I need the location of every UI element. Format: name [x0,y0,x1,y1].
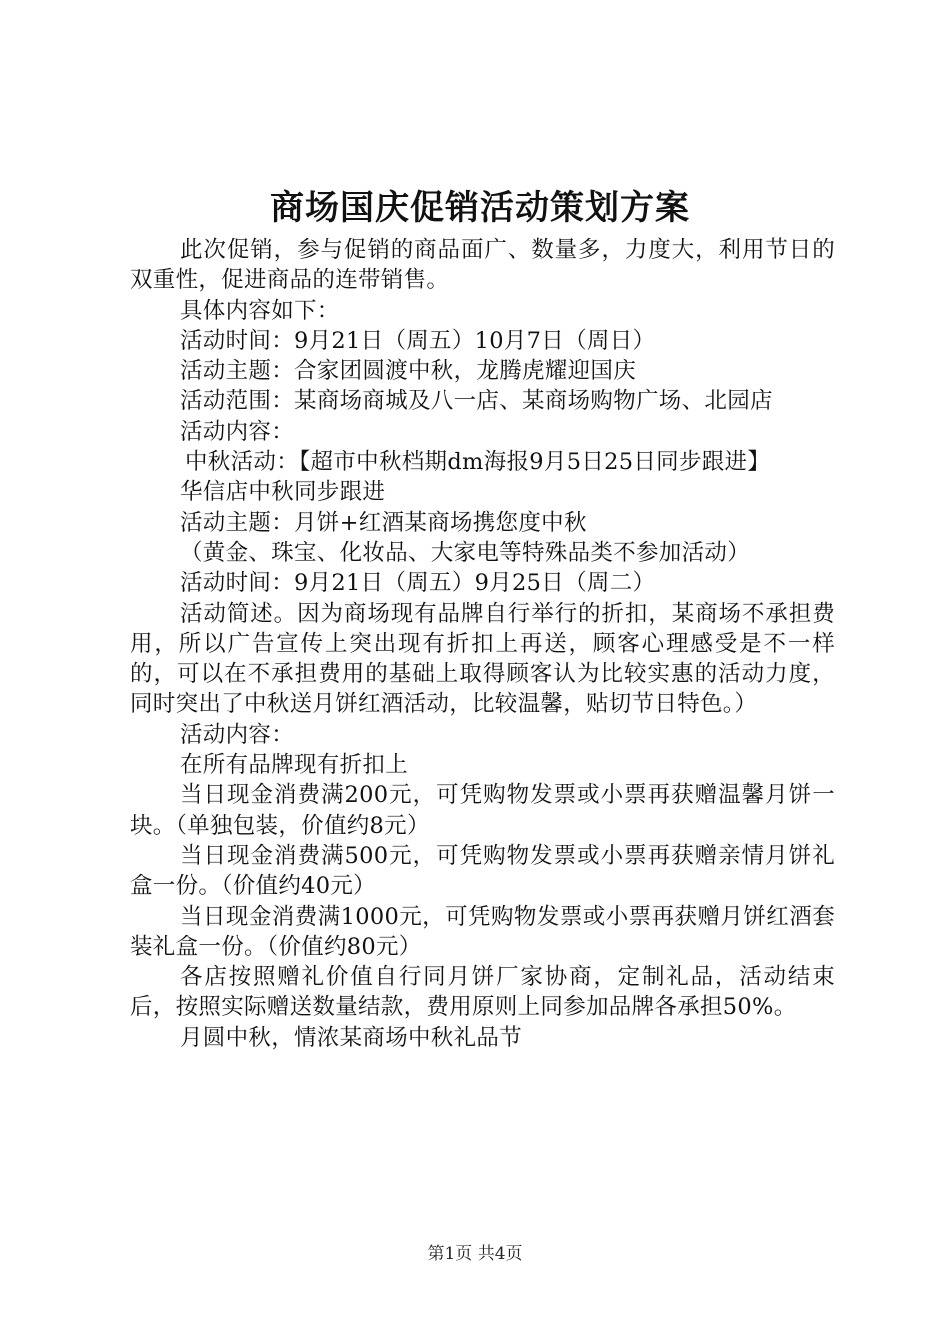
paragraph-discount-base: 在所有品牌现有折扣上 [180,752,409,779]
paragraph-exclusions: （黄金、珠宝、化妆品、大家电等特殊品类不参加活动） [180,539,751,566]
paragraph-sub-time: 活动时间：9月21日（周五）9月25日（周二） [180,570,656,597]
document-body [130,235,835,1053]
paragraph-tier-200: 当日现金消费满200元，可凭购物发票或小票再获赠温馨月饼一块。（单独包装，价值约8元） [130,782,835,839]
page-number: 第1页 共4页 [427,1244,523,1264]
paragraph-sub-content-heading: 活动内容： [180,721,295,748]
paragraph-cost-sharing: 各店按照赠礼价值自行同月饼厂家协商，定制礼品，活动结束后，按照实际赠送数量结款，费用原则上同参加品牌各承担50%。 [130,964,835,1021]
paragraph-event-content-heading: 活动内容： [180,418,295,445]
paragraph-details-heading: 具体内容如下： [180,297,340,324]
paragraph-sub-theme: 活动主题：月饼+红酒某商场携您度中秋 [180,509,587,536]
paragraph-event-time: 活动时间：9月21日（周五）10月7日（周日） [180,327,656,354]
paragraph-event-scope: 活动范围：某商场商城及八一店、某商场购物广场、北园店 [180,388,773,415]
paragraph-event-theme: 活动主题：合家团圆渡中秋，龙腾虎耀迎国庆 [180,358,637,385]
paragraph-tier-1000: 当日现金消费满1000元，可凭购物发票或小票再获赠月饼红酒套装礼盒一份。（价值约80元） [130,903,835,960]
paragraph-intro: 此次促销，参与促销的商品面广、数量多，力度大，利用节日的双重性，促进商品的连带销售。 [130,237,835,294]
paragraph-summary: 活动简述。因为商场现有品牌自行举行的折扣，某商场不承担费用，所以广告宣传上突出现有折扣上再送，顾客心理感受是不一样的，可以在不承担费用的基础上取得顾客认为比较实惠的活动力度，同时突出了中秋送月饼红酒活动，比较温馨，贴切节日特色。） [130,600,835,718]
paragraph-mid-autumn: 中秋活动：【超市中秋档期dm海报9月5日25日同步跟进】 [185,449,771,476]
paragraph-gift-festival: 月圆中秋，情浓某商场中秋礼品节 [180,1024,523,1051]
paragraph-huaxin-store: 华信店中秋同步跟进 [180,479,386,506]
document-title: 商场国庆促销活动策划方案 [270,188,690,228]
paragraph-tier-500: 当日现金消费满500元，可凭购物发票或小票再获赠亲情月饼礼盒一份。（价值约40元） [130,842,835,900]
